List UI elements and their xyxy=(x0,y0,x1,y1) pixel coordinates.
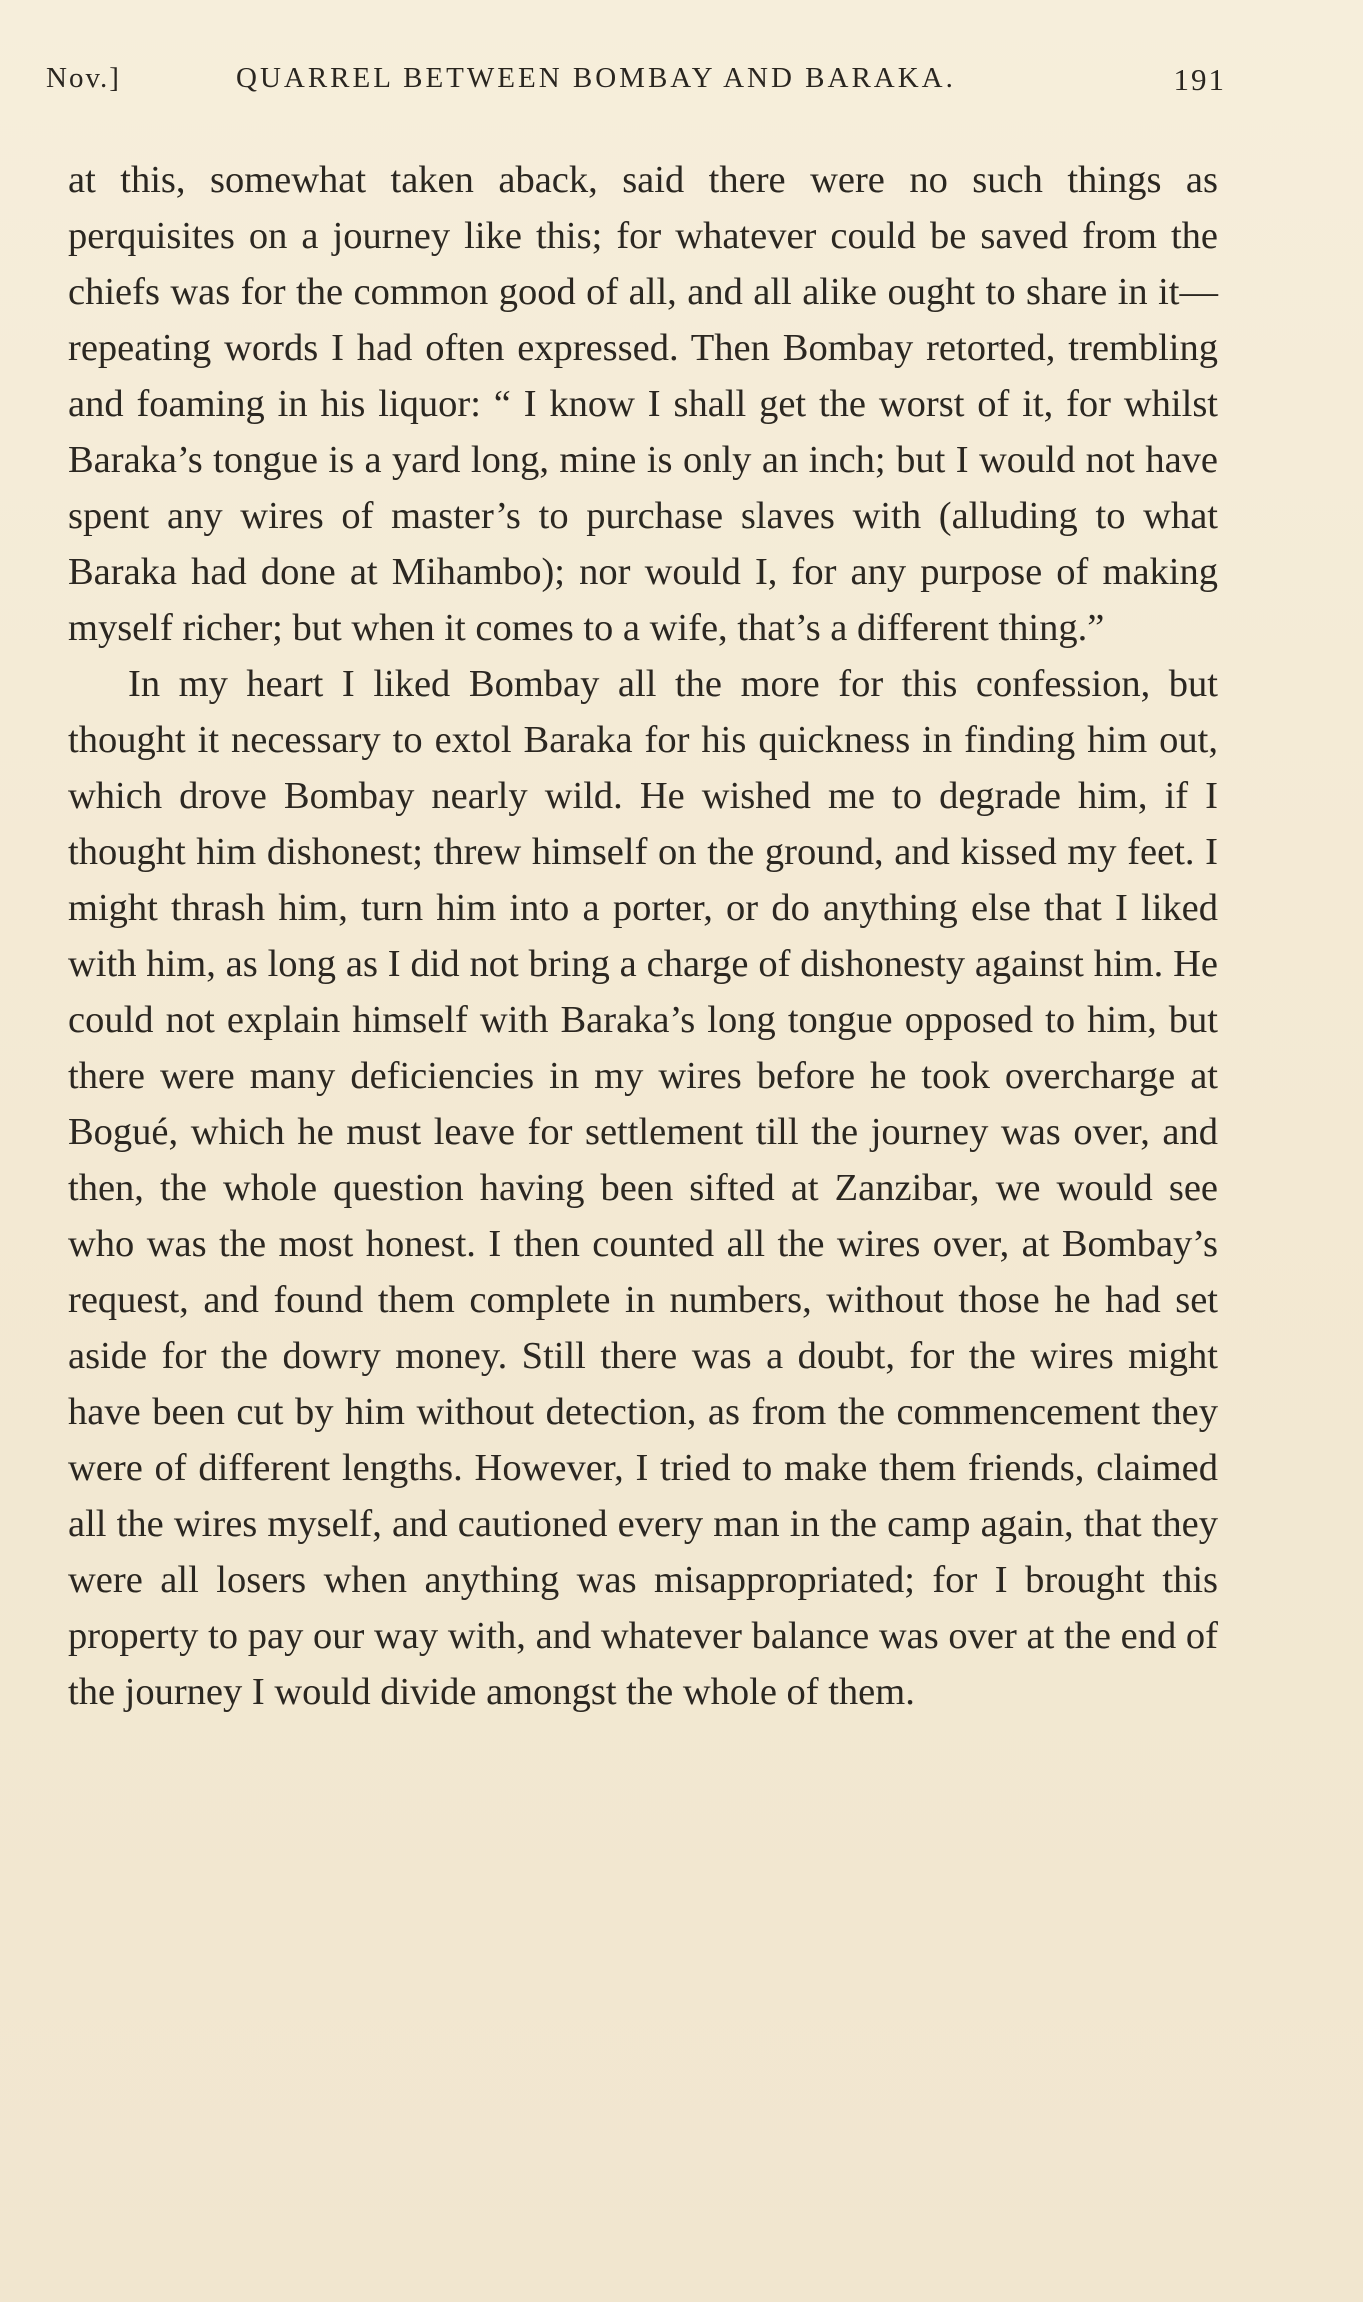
header-title: QUARREL BETWEEN BOMBAY AND BARAKA. xyxy=(236,62,956,94)
page-number: 191 xyxy=(1173,62,1226,97)
header-month: Nov.] xyxy=(46,62,121,94)
paragraph-1: at this, somewhat taken aback, said there were no such things as perquisites on a journey like this; for whatever could be saved from the chiefs was for the common good of all, and all alike ought to share in it—repeating words I had often expressed. Then Bombay retorted, trembling and foaming in his liquor: “ I know I shall get the worst of it, for whilst Baraka’s tongue is a yard long, mine is only an inch; but I would not have spent any wires of master’s to purchase slaves with (alluding to what Baraka had done at Mihambo); nor would I, for any purpose of making myself richer; but when it comes to a wife, that’s a different thing.” xyxy=(68,159,1218,649)
running-head xyxy=(46,62,1226,112)
body-text xyxy=(68,152,1218,1720)
paragraph-2: In my heart I liked Bombay all the more for this confession, but thought it necessary to extol Baraka for his quickness in finding him out, which drove Bombay nearly wild. He wished me to degrade him, if I thought him dishonest; threw himself on the ground, and kissed my feet. I might thrash him, turn him into a porter, or do anything else that I liked with him, as long as I did not bring a charge of dishonesty against him. He could not explain himself with Baraka’s long tongue opposed to him, but there were many deficiencies in my wires before he took overcharge at Bogué, which he must leave for settlement till the journey was over, and then, the whole question having been sifted at Zanzibar, we would see who was the most honest. I then counted all the wires over, at Bombay’s request, and found them complete in numbers, without those he had set aside for the dowry money. Still there was a doubt, for the wires might have been cut by him without detection, as from the commencement they were of different lengths. However, I tried to make them friends, claimed all the wires myself, and cautioned every man in the camp again, that they were all losers when anything was misappropriated; for I brought this property to pay our way with, and whatever balance was over at the end of the journey I would divide amongst the whole of them. xyxy=(68,663,1218,1713)
